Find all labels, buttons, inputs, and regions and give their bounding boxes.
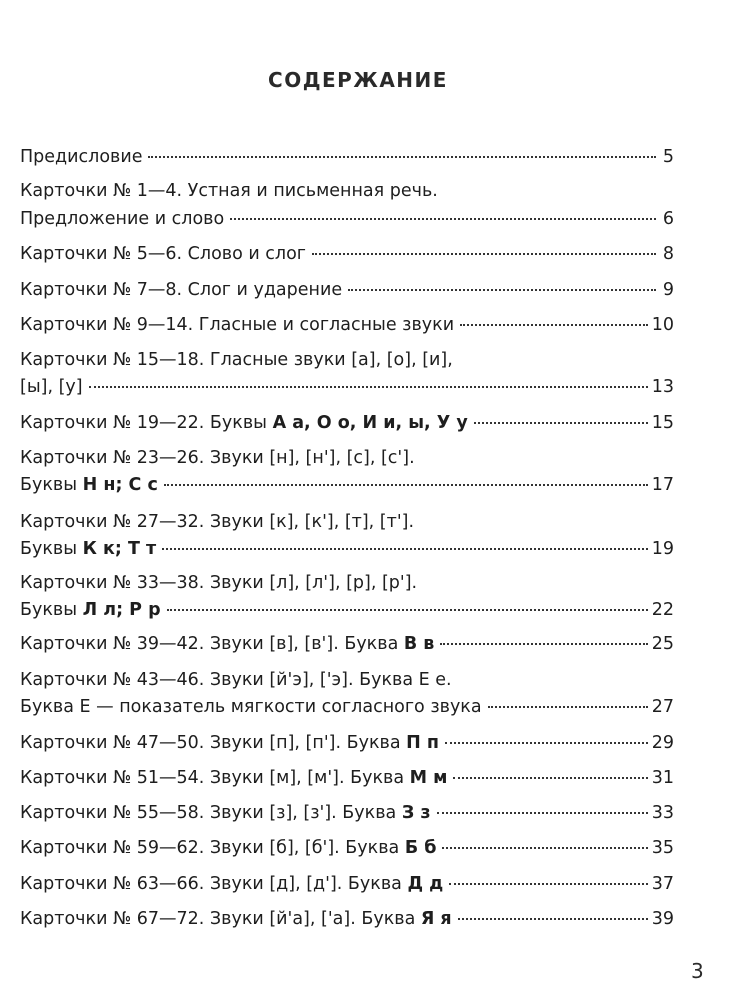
toc-entry-text: Буквы Н н; С с: [20, 475, 158, 495]
toc-entry-line: [20, 511, 674, 533]
dot-leader: [442, 847, 647, 849]
toc-entry-text: Карточки № 33—38. Звуки [л], [л'], [р], [р'].: [20, 573, 418, 593]
toc-entry-text: Буквы К к; Т т: [20, 539, 157, 559]
toc-entry-text: Карточки № 67—72. Звуки [й'а], ['а]. Буква Я я: [20, 909, 452, 929]
page-number: 3: [691, 959, 704, 983]
toc-entry-text: Карточки № 1—4. Устная и письменная речь.: [20, 181, 438, 201]
toc-entry-line: [20, 208, 674, 230]
toc-entry-bold: М м: [409, 768, 448, 788]
toc-entry-text: Карточки № 7—8. Слог и ударение: [20, 280, 343, 300]
toc-entry-line: [20, 314, 674, 336]
toc-page-number: 19: [651, 539, 674, 559]
dot-leader: [167, 609, 648, 611]
dot-leader: [437, 812, 648, 814]
toc-page-number: 9: [662, 280, 674, 300]
toc-entry-text: Карточки № 39—42. Звуки [в], [в']. Буква В в: [20, 634, 435, 654]
toc-entry-line: [20, 447, 674, 469]
dot-leader: [312, 253, 656, 255]
toc-page-number: 27: [651, 697, 674, 717]
toc-entry-line: [20, 146, 674, 168]
dot-leader: [89, 386, 648, 388]
dot-leader: [164, 484, 648, 486]
toc-entry-line: [20, 538, 674, 560]
toc-entry-text: Предисловие: [20, 147, 143, 167]
toc-entry-text: Карточки № 9—14. Гласные и согласные звуки: [20, 315, 455, 335]
page-title: СОДЕРЖАНИЕ: [268, 68, 448, 92]
dot-leader: [453, 777, 647, 779]
toc-entry-line: [20, 633, 674, 655]
toc-entry-bold: В в: [403, 634, 435, 654]
toc-entry-bold: Я я: [420, 909, 452, 929]
toc-entry-text: Карточки № 47—50. Звуки [п], [п']. Буква П п: [20, 733, 439, 753]
toc-entry-text: Карточки № 23—26. Звуки [н], [н'], [с], [с'].: [20, 448, 415, 468]
toc-entry-text: Карточки № 51—54. Звуки [м], [м']. Буква М м: [20, 768, 448, 788]
toc-entry-text: Буквы Л л; Р р: [20, 600, 161, 620]
toc-entry-bold: П п: [406, 733, 439, 753]
toc-entry-line: [20, 873, 674, 895]
toc-entry-text: Карточки № 15—18. Гласные звуки [а], [о], [и],: [20, 350, 453, 370]
toc-entry-bold: Б б: [404, 838, 437, 858]
toc-entry-line: [20, 572, 674, 594]
dot-leader: [458, 918, 648, 920]
toc-entry-bold: Д д: [407, 874, 444, 894]
dot-leader: [348, 289, 656, 291]
toc-entry-line: [20, 732, 674, 754]
toc-entry-line: [20, 279, 674, 301]
toc-entry-text: Карточки № 5—6. Слово и слог: [20, 244, 306, 264]
toc-entry-bold: Л л; Р р: [82, 600, 161, 620]
toc-entry-bold: А а, О о, И и, ы, У у: [272, 413, 468, 433]
toc-page-number: 17: [651, 475, 674, 495]
toc-entry-bold: З з: [401, 803, 431, 823]
toc-page-number: 31: [651, 768, 674, 788]
toc-entry-bold: Н н; С с: [82, 475, 158, 495]
dot-leader: [449, 883, 647, 885]
dot-leader: [440, 643, 647, 645]
toc-page-number: 13: [651, 377, 674, 397]
toc-entry-text: Карточки № 59—62. Звуки [б], [б']. Буква Б б: [20, 838, 437, 858]
toc-page-number: 15: [651, 413, 674, 433]
toc-entry-line: [20, 474, 674, 496]
toc-page-number: 6: [662, 209, 674, 229]
toc-entry-line: [20, 180, 674, 202]
toc-entry-text: Карточки № 27—32. Звуки [к], [к'], [т], [т'].: [20, 512, 415, 532]
toc-page-number: 25: [651, 634, 674, 654]
toc-page-number: 29: [651, 733, 674, 753]
toc-entry-line: [20, 696, 674, 718]
toc-page-number: 10: [651, 315, 674, 335]
toc-page-number: 33: [651, 803, 674, 823]
toc-entry-line: [20, 243, 674, 265]
toc-entry-line: [20, 376, 674, 398]
toc-entry-line: [20, 599, 674, 621]
toc-page-number: 22: [651, 600, 674, 620]
toc-entry-text: Карточки № 43—46. Звуки [й'э], ['э]. Буква Е е.: [20, 670, 452, 690]
dot-leader: [474, 422, 648, 424]
dot-leader: [162, 548, 648, 550]
toc-entry-text: Карточки № 63—66. Звуки [д], [д']. Буква Д д: [20, 874, 444, 894]
dot-leader: [230, 218, 656, 220]
toc-entry-text: Карточки № 55—58. Звуки [з], [з']. Буква З з: [20, 803, 431, 823]
toc-entry-bold: К к; Т т: [82, 539, 157, 559]
toc-entry-text: Предложение и слово: [20, 209, 225, 229]
dot-leader: [460, 324, 648, 326]
dot-leader: [488, 706, 648, 708]
toc-page-number: 37: [651, 874, 674, 894]
dot-leader: [445, 742, 648, 744]
toc-entry-line: [20, 837, 674, 859]
toc-page-number: 39: [651, 909, 674, 929]
toc-entry-line: [20, 767, 674, 789]
toc-entry-line: [20, 412, 674, 434]
toc-entry-line: [20, 669, 674, 691]
toc-entry-line: [20, 802, 674, 824]
dot-leader: [148, 156, 656, 158]
toc-entry-text: Буква Е — показатель мягкости согласного звука: [20, 697, 482, 717]
toc-page-number: 8: [662, 244, 674, 264]
toc-entry-line: [20, 908, 674, 930]
toc-page-number: 35: [651, 838, 674, 858]
toc-page-number: 5: [662, 147, 674, 167]
toc-entry-line: [20, 349, 674, 371]
toc-entry-text: [ы], [у]: [20, 377, 83, 397]
toc-entry-text: Карточки № 19—22. Буквы А а, О о, И и, ы, У у: [20, 413, 468, 433]
